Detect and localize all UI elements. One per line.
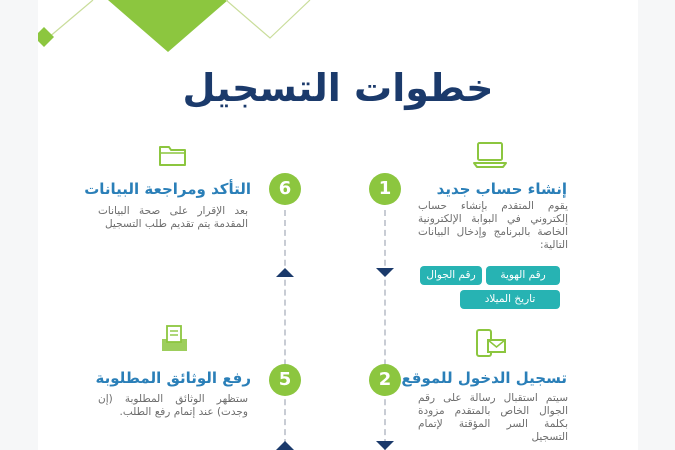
timeline-line-right (384, 210, 386, 450)
step-6-number: 6 (269, 173, 301, 205)
step-1-title: إنشاء حساب جديد (436, 180, 567, 198)
document-tray-icon (160, 324, 190, 354)
step-1-chip-id: رقم الهوية (486, 266, 560, 285)
step-1-chip-birthdate: تاريخ الميلاد (460, 290, 560, 309)
page-title: خطوات التسجيل (182, 66, 494, 110)
step-1-chip-mobile: رقم الجوال (420, 266, 482, 285)
step-5-title: رفع الوثائق المطلوبة (95, 369, 251, 387)
step-1-description: يقوم المتقدم بإنشاء حساب إلكتروني في البوابة الإلكترونية الخاصة بالبرنامج وإدخال البيانات التالية: (418, 200, 568, 251)
laptop-icon (472, 140, 508, 170)
mobile-message-icon (474, 328, 508, 360)
infographic-page (38, 0, 638, 450)
step-2-description: سيتم استقبال رسالة على رقم الجوال الخاص بالمتقدم مزودة بكلمة السر المؤقتة لإتمام التسجيل (418, 392, 568, 443)
timeline-line-left (284, 210, 286, 450)
arrow-up-left-2 (276, 441, 294, 450)
step-2-number: 2 (369, 364, 401, 396)
arrow-down-right-2 (376, 441, 394, 450)
step-5-description: ستظهر الوثائق المطلوبة (إن وجدت) عند إتمام رفع الطلب. (98, 393, 248, 418)
step-5-number: 5 (269, 364, 301, 396)
header-decoration (38, 0, 638, 60)
folder-icon (158, 142, 188, 168)
arrow-up-left-1 (276, 268, 294, 277)
step-6-description: بعد الإقرار على صحة البيانات المقدمة يتم تقديم طلب التسجيل (98, 205, 248, 230)
step-6-title: التأكد ومراجعة البيانات (84, 180, 251, 198)
step-2-title: تسجيل الدخول للموقع (401, 369, 567, 387)
step-1-number: 1 (369, 173, 401, 205)
arrow-down-right-1 (376, 268, 394, 277)
